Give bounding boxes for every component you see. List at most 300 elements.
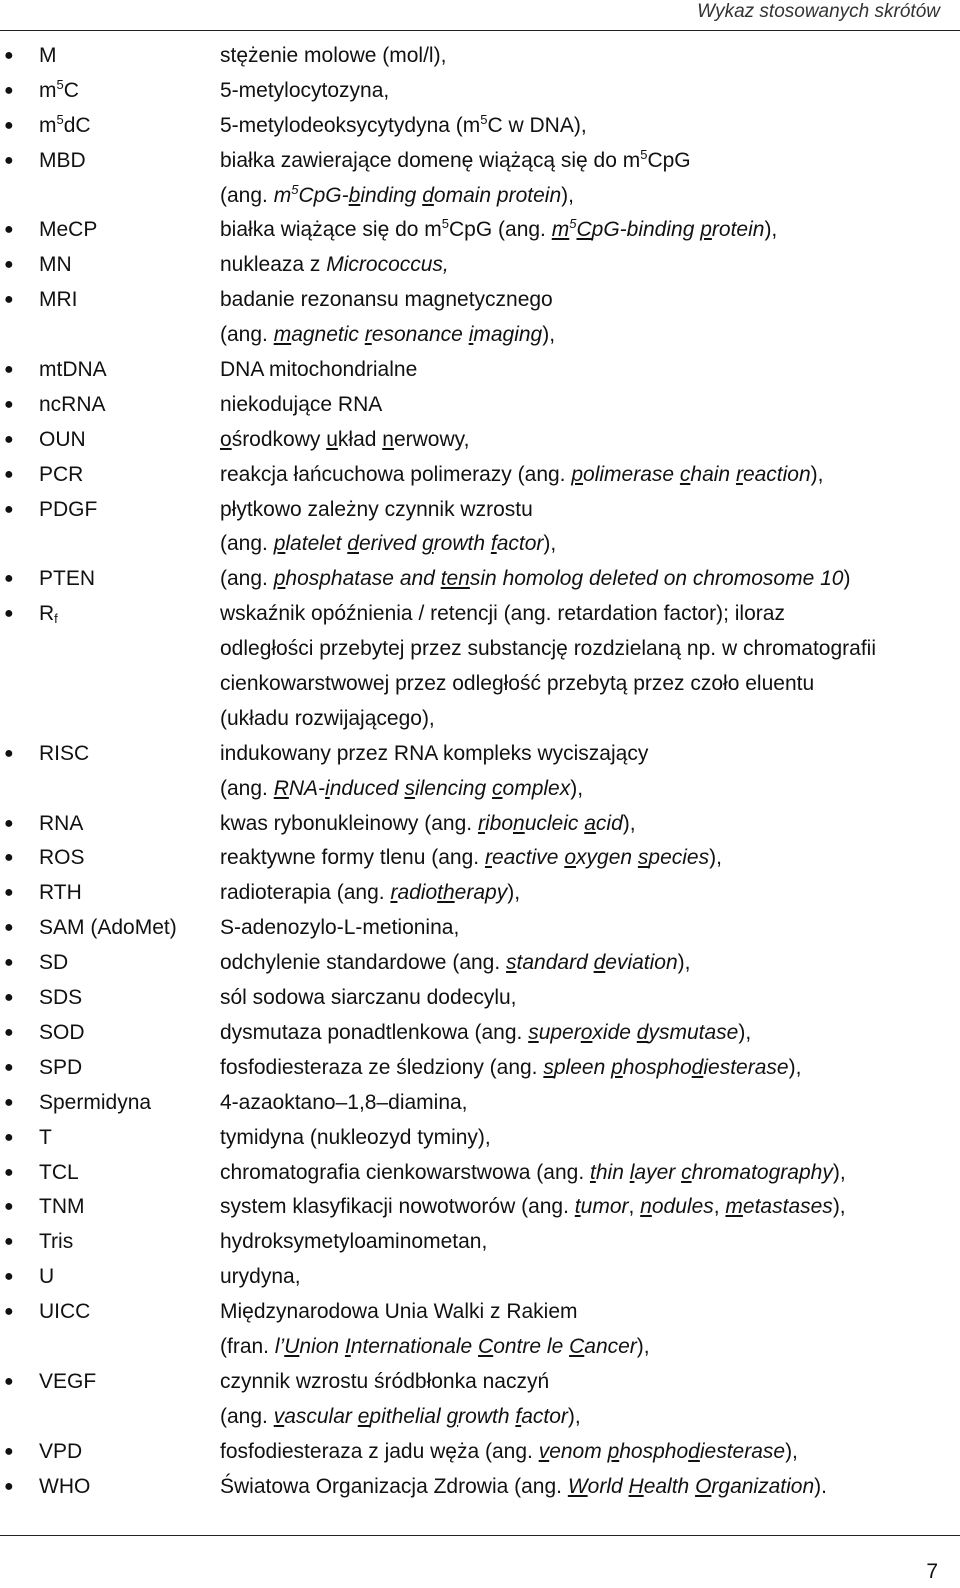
entry-line bbox=[0, 283, 960, 318]
definition-run: tymidyna (nukleozyd tyminy), bbox=[220, 1125, 491, 1149]
definition-run: białka zawierające domenę wiążącą się do m bbox=[220, 148, 641, 172]
definition-run: chromatografia cienkowarstwowa (ang. bbox=[220, 1160, 591, 1184]
definition-run: pG-binding bbox=[591, 218, 701, 242]
term-run: ROS bbox=[39, 846, 85, 870]
definition-run: v bbox=[538, 1439, 550, 1463]
definition-run: odległości przebytej przez substancję rozdzielaną np. w chromatografii bbox=[220, 637, 877, 661]
abbreviation-term bbox=[39, 807, 83, 842]
definition-run: v bbox=[273, 1404, 285, 1428]
definition-run: eactive bbox=[491, 846, 565, 870]
definition-run: 5 bbox=[640, 146, 648, 162]
term-run: PCR bbox=[39, 462, 84, 486]
definition-run: maging bbox=[473, 323, 543, 347]
abbreviation-entry bbox=[0, 423, 960, 458]
definition-run: H bbox=[628, 1474, 644, 1498]
definition-run: sól sodowa siarczanu dodecylu, bbox=[220, 986, 517, 1010]
abbreviation-entry bbox=[0, 1470, 960, 1505]
abbreviation-entry bbox=[0, 1051, 960, 1086]
entry-line bbox=[0, 1051, 960, 1086]
abbreviation-term bbox=[39, 1260, 54, 1295]
definition-run: erapy bbox=[454, 881, 508, 905]
definition-run: 5 bbox=[480, 111, 488, 127]
definition-run: rowth bbox=[433, 532, 491, 556]
abbreviation-entry bbox=[0, 283, 960, 353]
definition-run: Światowa Organizacja Zdrowia (ang. bbox=[220, 1474, 568, 1498]
definition-run: dysmutaza ponadtlenkowa (ang. bbox=[220, 1020, 529, 1044]
definition-run: xygen bbox=[576, 846, 638, 870]
abbreviation-term bbox=[39, 213, 97, 248]
definition-run: ), bbox=[832, 1160, 846, 1184]
definition-run: niekodujące RNA bbox=[220, 392, 383, 416]
abbreviation-definition bbox=[220, 597, 785, 632]
term-run: mtDNA bbox=[39, 358, 107, 382]
bullet-icon: ● bbox=[4, 221, 14, 239]
definition-run: C w DNA), bbox=[487, 113, 587, 137]
term-run: OUN bbox=[39, 427, 86, 451]
bullet-icon: ● bbox=[4, 1442, 14, 1460]
abbreviation-definition bbox=[220, 144, 691, 179]
bullet-icon: ● bbox=[4, 1163, 14, 1181]
definition-run: W bbox=[567, 1474, 588, 1498]
abbreviation-definition bbox=[220, 667, 814, 702]
definition-run: radioterapia (ang. bbox=[220, 881, 391, 905]
definition-run: ), bbox=[561, 183, 574, 207]
abbreviation-entry bbox=[0, 213, 960, 248]
abbreviation-definition bbox=[220, 632, 876, 667]
definition-run: n bbox=[382, 427, 394, 451]
definition-run: ), bbox=[636, 1334, 650, 1358]
definition-run: ucleic bbox=[524, 811, 585, 835]
definition-run: hydroksymetyloaminometan, bbox=[220, 1230, 488, 1254]
definition-run: ), bbox=[507, 881, 521, 905]
header-divider bbox=[0, 30, 960, 31]
abbreviation-list bbox=[0, 39, 960, 1504]
abbreviation-definition bbox=[220, 1086, 468, 1121]
abbreviation-definition bbox=[220, 353, 417, 388]
definition-run: ysmutase bbox=[648, 1020, 739, 1044]
definition-run: kład bbox=[337, 427, 383, 451]
entry-line bbox=[0, 562, 960, 597]
entry-line bbox=[0, 1156, 960, 1191]
abbreviation-definition bbox=[220, 1016, 751, 1051]
definition-run: s bbox=[637, 846, 649, 870]
abbreviation-term bbox=[39, 248, 72, 283]
bullet-icon: ● bbox=[4, 954, 14, 972]
entry-line bbox=[0, 737, 960, 772]
abbreviation-definition bbox=[220, 179, 574, 214]
abbreviation-term bbox=[39, 1016, 85, 1051]
definition-run: C bbox=[576, 218, 592, 242]
abbreviation-entry bbox=[0, 39, 960, 74]
definition-run: ilencing bbox=[414, 776, 493, 800]
definition-run: 5-metylodeoksycytydyna (m bbox=[220, 113, 481, 137]
definition-run: ontre le bbox=[493, 1334, 570, 1358]
term-run: MeCP bbox=[39, 218, 98, 242]
definition-run: białka wiążące się do m bbox=[220, 218, 442, 242]
abbreviation-term bbox=[39, 493, 97, 528]
definition-run: tandard bbox=[516, 951, 594, 975]
abbreviation-entry bbox=[0, 876, 960, 911]
bullet-icon: ● bbox=[4, 256, 14, 274]
bullet-icon: ● bbox=[4, 116, 14, 134]
definition-run: r bbox=[364, 323, 372, 347]
definition-run: reakcja łańcuchowa polimerazy (ang. bbox=[220, 462, 572, 486]
entry-line bbox=[0, 1260, 960, 1295]
bullet-icon: ● bbox=[4, 151, 14, 169]
definition-run: U bbox=[284, 1334, 300, 1358]
entry-line bbox=[0, 981, 960, 1016]
definition-run: orld bbox=[587, 1474, 629, 1498]
entry-line bbox=[0, 109, 960, 144]
entry-line bbox=[0, 1470, 960, 1505]
abbreviation-entry bbox=[0, 807, 960, 842]
definition-run: badanie rezonansu magnetycznego bbox=[220, 288, 553, 312]
definition-run: g bbox=[446, 1404, 459, 1428]
abbreviation-term bbox=[39, 841, 85, 876]
definition-run: ). bbox=[814, 1474, 827, 1498]
abbreviation-term bbox=[39, 1121, 52, 1156]
abbreviation-definition bbox=[220, 318, 555, 353]
term-run: TNM bbox=[39, 1195, 85, 1219]
abbreviation-definition bbox=[220, 493, 533, 528]
abbreviation-entry bbox=[0, 458, 960, 493]
definition-run: NA- bbox=[288, 776, 326, 800]
abbreviation-definition bbox=[220, 388, 382, 423]
bullet-icon: ● bbox=[4, 1198, 14, 1216]
definition-run: hosphatase and bbox=[285, 567, 441, 591]
definition-run: S-adenozylo-L-metionina, bbox=[220, 916, 460, 940]
term-run: C bbox=[63, 78, 79, 102]
definition-run: d bbox=[422, 183, 434, 207]
abbreviation-entry bbox=[0, 1086, 960, 1121]
bullet-icon: ● bbox=[4, 1058, 14, 1076]
definition-run: pithelial bbox=[369, 1404, 447, 1428]
definition-run: ), bbox=[810, 462, 824, 486]
abbreviation-definition bbox=[220, 981, 517, 1016]
abbreviation-term bbox=[39, 946, 68, 981]
definition-run: d bbox=[593, 951, 606, 975]
definition-run: eviation bbox=[605, 951, 678, 975]
definition-run: c bbox=[492, 776, 503, 800]
definition-run: m bbox=[273, 323, 292, 347]
definition-run: pecies bbox=[648, 846, 710, 870]
entry-line bbox=[0, 597, 960, 632]
term-run: U bbox=[39, 1265, 55, 1289]
term-run: MRI bbox=[39, 288, 78, 312]
abbreviation-definition bbox=[220, 841, 722, 876]
abbreviation-term bbox=[39, 1365, 96, 1400]
abbreviation-term bbox=[39, 737, 89, 772]
bullet-icon: ● bbox=[4, 291, 14, 309]
entry-line bbox=[0, 1121, 960, 1156]
definition-run: ), bbox=[622, 811, 636, 835]
entry-line bbox=[0, 1330, 960, 1365]
definition-run: nion bbox=[299, 1334, 345, 1358]
definition-run: CpG- bbox=[298, 183, 349, 207]
entry-line bbox=[0, 179, 960, 214]
abbreviation-definition bbox=[220, 562, 850, 597]
entry-line bbox=[0, 1016, 960, 1051]
definition-run: omplex bbox=[502, 776, 571, 800]
entry-line bbox=[0, 248, 960, 283]
bullet-icon: ● bbox=[4, 47, 14, 64]
abbreviation-definition bbox=[220, 1260, 301, 1295]
definition-run: eaction bbox=[742, 462, 811, 486]
abbreviation-entry bbox=[0, 1365, 960, 1435]
definition-run: (ang. bbox=[220, 1404, 274, 1428]
abbreviation-entry bbox=[0, 562, 960, 597]
definition-run: n bbox=[513, 811, 525, 835]
bullet-icon: ● bbox=[4, 814, 14, 832]
bullet-icon: ● bbox=[4, 1128, 14, 1146]
definition-run: ealth bbox=[643, 1474, 696, 1498]
definition-run: s bbox=[543, 1055, 554, 1079]
term-run: RNA bbox=[39, 811, 84, 835]
abbreviation-term bbox=[39, 74, 79, 109]
bullet-icon: ● bbox=[4, 1233, 14, 1251]
bullet-icon: ● bbox=[4, 570, 14, 588]
definition-run: e bbox=[357, 1404, 370, 1428]
entry-line bbox=[0, 632, 960, 667]
definition-run: 5 bbox=[291, 181, 299, 197]
bullet-icon: ● bbox=[4, 605, 14, 623]
definition-run: ), bbox=[785, 1439, 798, 1463]
abbreviation-definition bbox=[220, 213, 777, 248]
abbreviation-definition bbox=[220, 876, 520, 911]
page-number: 7 bbox=[926, 1560, 938, 1583]
definition-run: hospho bbox=[622, 1055, 692, 1079]
definition-run: ), bbox=[788, 1055, 802, 1079]
definition-run: hin bbox=[595, 1160, 630, 1184]
definition-run: actor bbox=[496, 532, 544, 556]
entry-line bbox=[0, 493, 960, 528]
abbreviation-term bbox=[39, 981, 82, 1016]
abbreviation-entry bbox=[0, 74, 960, 109]
definition-run: d bbox=[688, 1439, 700, 1463]
abbreviation-entry bbox=[0, 144, 960, 214]
definition-run: r bbox=[477, 811, 485, 835]
entry-line bbox=[0, 318, 960, 353]
abbreviation-entry bbox=[0, 248, 960, 283]
definition-run: m bbox=[725, 1195, 743, 1219]
definition-run: pleen bbox=[553, 1055, 612, 1079]
entry-line bbox=[0, 423, 960, 458]
definition-run: d bbox=[691, 1055, 704, 1079]
definition-run: enom bbox=[549, 1439, 608, 1463]
term-run: SAM (AdoMet) bbox=[39, 916, 177, 940]
abbreviation-term bbox=[39, 597, 58, 632]
entry-line bbox=[0, 39, 960, 74]
definition-run: g bbox=[421, 532, 434, 556]
abbreviation-entry bbox=[0, 1225, 960, 1260]
term-run: MN bbox=[39, 253, 72, 277]
definition-run: esonance bbox=[371, 323, 469, 347]
definition-run: cid bbox=[595, 811, 623, 835]
definition-run: xide bbox=[592, 1020, 637, 1044]
definition-run: adio bbox=[397, 881, 438, 905]
definition-run: Międzynarodowa Unia Walki z Rakiem bbox=[220, 1300, 578, 1324]
entry-line bbox=[0, 1225, 960, 1260]
bullet-icon: ● bbox=[4, 500, 14, 518]
entry-line bbox=[0, 1365, 960, 1400]
definition-run: l’ bbox=[274, 1334, 285, 1358]
abbreviation-entry bbox=[0, 597, 960, 737]
abbreviation-term bbox=[39, 1435, 82, 1470]
abbreviation-definition bbox=[220, 1156, 846, 1191]
definition-run: cienkowarstwowej przez odległość przebytą przez czoło eluentu bbox=[220, 672, 815, 696]
abbreviation-definition bbox=[220, 1470, 827, 1505]
abbreviation-entry bbox=[0, 946, 960, 981]
definition-run: urydyna, bbox=[220, 1265, 301, 1289]
term-run: PDGF bbox=[39, 497, 98, 521]
definition-run: c bbox=[679, 462, 691, 486]
bullet-icon: ● bbox=[4, 1303, 14, 1321]
abbreviation-definition bbox=[220, 1295, 578, 1330]
entry-line bbox=[0, 353, 960, 388]
definition-run: ), bbox=[567, 1404, 581, 1428]
abbreviation-definition bbox=[220, 458, 824, 493]
term-run: RTH bbox=[39, 881, 82, 905]
abbreviation-entry bbox=[0, 841, 960, 876]
abbreviation-term bbox=[39, 388, 106, 423]
abbreviation-entry bbox=[0, 1156, 960, 1191]
term-run: 5 bbox=[56, 111, 64, 127]
definition-run: CpG (ang. bbox=[449, 218, 552, 242]
definition-run: p bbox=[273, 567, 286, 591]
abbreviation-entry bbox=[0, 1190, 960, 1225]
definition-run: p bbox=[611, 1055, 623, 1079]
definition-run: o bbox=[564, 846, 577, 870]
term-run: dC bbox=[63, 113, 91, 137]
definition-run: wskaźnik opóźnienia / retencji (ang. retardation factor); iloraz bbox=[220, 602, 785, 626]
definition-run: ), bbox=[738, 1020, 752, 1044]
definition-run: omain protein bbox=[433, 183, 562, 207]
definition-run: erived bbox=[358, 532, 422, 556]
entry-line bbox=[0, 1400, 960, 1435]
definition-run: agnetic bbox=[291, 323, 365, 347]
abbreviation-definition bbox=[220, 946, 691, 981]
definition-run: c bbox=[681, 1160, 692, 1184]
bullet-icon: ● bbox=[4, 361, 14, 379]
definition-run: s bbox=[528, 1020, 539, 1044]
definition-run: d bbox=[347, 532, 359, 556]
abbreviation-term bbox=[39, 144, 86, 179]
abbreviation-entry bbox=[0, 737, 960, 807]
abbreviation-term bbox=[39, 911, 177, 946]
definition-run: etastases bbox=[742, 1195, 833, 1219]
abbreviation-term bbox=[39, 1225, 73, 1260]
definition-run: l bbox=[629, 1160, 635, 1184]
definition-run: ), bbox=[570, 776, 584, 800]
definition-run: t bbox=[590, 1160, 596, 1184]
abbreviation-entry bbox=[0, 493, 960, 563]
definition-run: (ang. bbox=[220, 323, 274, 347]
definition-run: , bbox=[713, 1195, 726, 1219]
definition-run: C bbox=[478, 1334, 494, 1358]
definition-run: rganization bbox=[711, 1474, 815, 1498]
entry-line bbox=[0, 946, 960, 981]
term-run: PTEN bbox=[39, 567, 96, 591]
abbreviation-term bbox=[39, 109, 91, 144]
running-header: Wykaz stosowanych skrótów bbox=[697, 1, 940, 22]
definition-run: inding bbox=[360, 183, 423, 207]
definition-run: ), bbox=[542, 323, 556, 347]
entry-line bbox=[0, 1295, 960, 1330]
term-run: UICC bbox=[39, 1300, 91, 1324]
definition-run: erwowy, bbox=[393, 427, 470, 451]
definition-run: czynnik wzrostu śródbłonka naczyń bbox=[220, 1369, 550, 1393]
abbreviation-definition bbox=[220, 248, 449, 283]
entry-line bbox=[0, 841, 960, 876]
term-run: m bbox=[39, 78, 57, 102]
definition-run: d bbox=[636, 1020, 649, 1044]
term-run: SDS bbox=[39, 986, 83, 1010]
entry-line bbox=[0, 1435, 960, 1470]
definition-run: th bbox=[437, 881, 455, 905]
abbreviation-definition bbox=[220, 1225, 487, 1260]
definition-run: ancer bbox=[584, 1334, 637, 1358]
bullet-icon: ● bbox=[4, 1477, 14, 1495]
definition-run: r bbox=[735, 462, 743, 486]
definition-run: I bbox=[344, 1334, 351, 1358]
abbreviation-term bbox=[39, 353, 107, 388]
abbreviation-definition bbox=[220, 74, 389, 109]
definition-run: umor bbox=[580, 1195, 629, 1219]
definition-run: (układu rozwijającego), bbox=[220, 706, 435, 730]
definition-run: sin homolog deleted on chromosome 10 bbox=[469, 567, 844, 591]
definition-run: 4-azaoktano–1,8–diamina, bbox=[220, 1090, 468, 1114]
definition-run: O bbox=[695, 1474, 712, 1498]
abbreviation-term bbox=[39, 283, 78, 318]
term-run: T bbox=[39, 1125, 52, 1149]
definition-run: CpG bbox=[647, 148, 691, 172]
entry-line bbox=[0, 458, 960, 493]
definition-run: p bbox=[273, 532, 286, 556]
definition-run: ten bbox=[440, 567, 470, 591]
abbreviation-entry bbox=[0, 1016, 960, 1051]
definition-run: m bbox=[273, 183, 292, 207]
abbreviation-definition bbox=[220, 1365, 549, 1400]
term-run: SOD bbox=[39, 1020, 85, 1044]
bullet-icon: ● bbox=[4, 395, 14, 413]
term-run: SPD bbox=[39, 1055, 83, 1079]
definition-run: latelet bbox=[285, 532, 348, 556]
bullet-icon: ● bbox=[4, 81, 14, 99]
definition-run: kwas rybonukleinowy (ang. bbox=[220, 811, 478, 835]
definition-run: 5 bbox=[441, 216, 450, 232]
term-run: R bbox=[39, 602, 55, 626]
entry-line bbox=[0, 144, 960, 179]
definition-run: uper bbox=[538, 1020, 581, 1044]
term-run: M bbox=[39, 44, 57, 67]
abbreviation-term bbox=[39, 1156, 79, 1191]
definition-run: i bbox=[325, 776, 330, 800]
definition-run: o bbox=[580, 1020, 593, 1044]
abbreviation-entry bbox=[0, 1260, 960, 1295]
bullet-icon: ● bbox=[4, 1023, 14, 1041]
definition-run: R bbox=[273, 776, 289, 800]
definition-run: DNA mitochondrialne bbox=[220, 358, 418, 382]
definition-run: (ang. bbox=[220, 567, 274, 591]
definition-run: r bbox=[484, 846, 492, 870]
bullet-icon: ● bbox=[4, 849, 14, 867]
abbreviation-definition bbox=[220, 1190, 846, 1225]
definition-run: płytkowo zależny czynnik wzrostu bbox=[220, 497, 533, 521]
abbreviation-definition bbox=[220, 109, 587, 144]
abbreviation-definition bbox=[220, 737, 648, 772]
abbreviation-definition bbox=[220, 1121, 491, 1156]
definition-run: a bbox=[584, 811, 596, 835]
